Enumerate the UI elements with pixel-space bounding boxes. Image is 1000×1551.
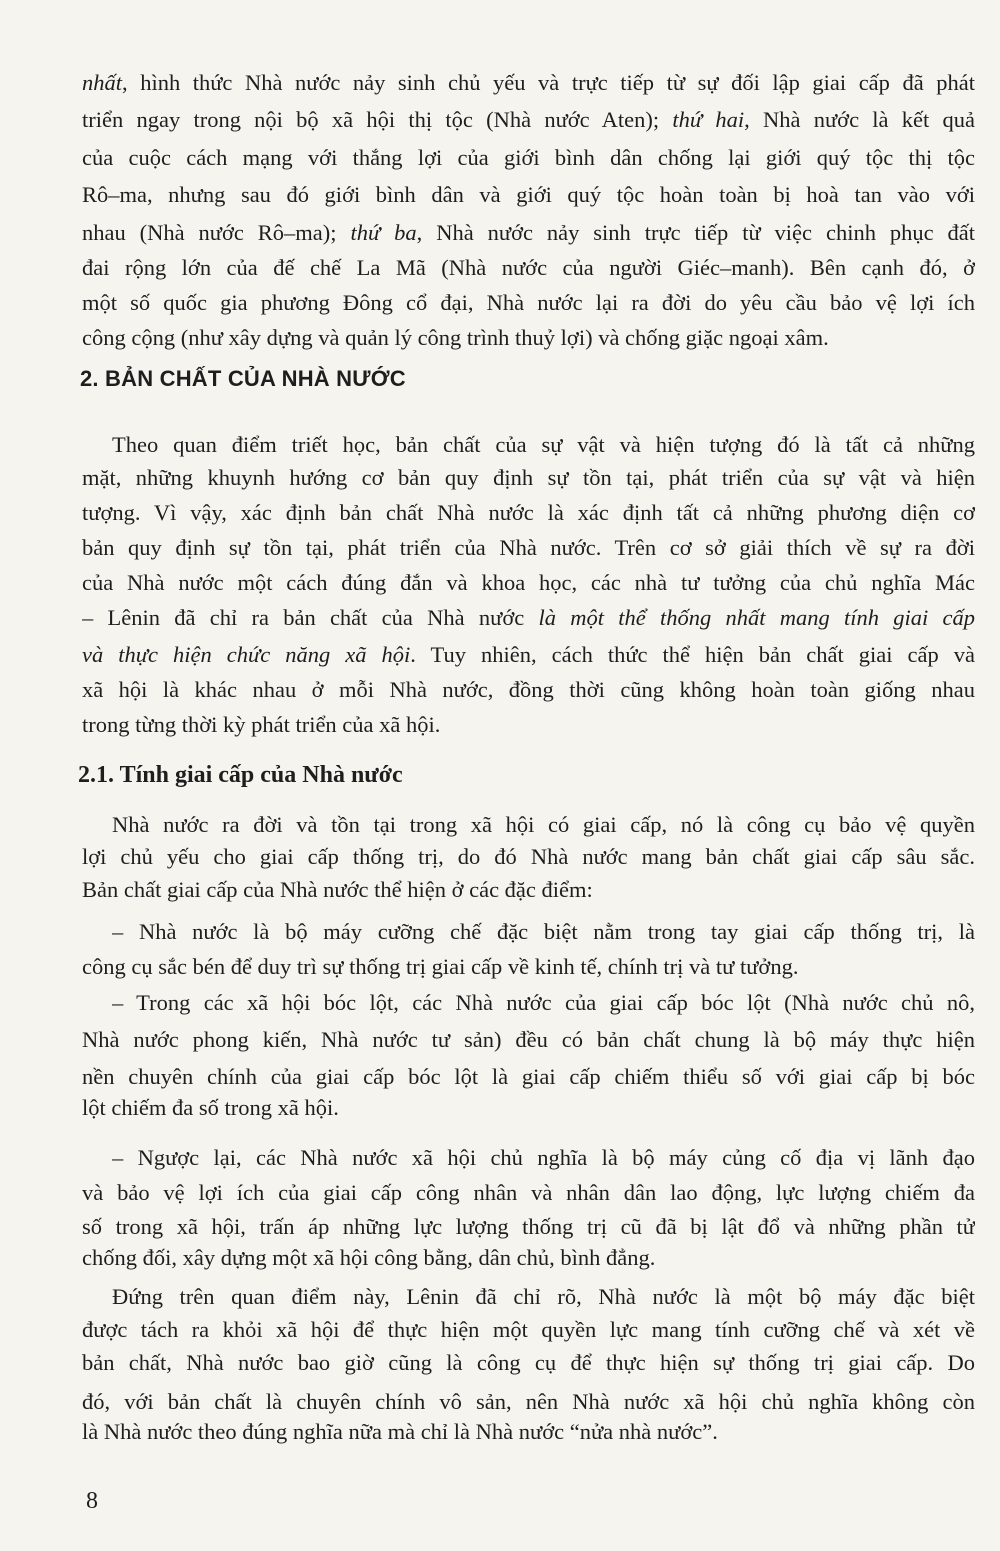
text-line <box>82 68 975 98</box>
text-line <box>82 1062 975 1092</box>
text-line <box>82 952 975 982</box>
text-run: chống đối, xây dựng một xã hội công bằng, dân chủ, bình đẳng. <box>82 1245 656 1270</box>
text-run: lợi chủ yếu cho giai cấp thống trị, do đó Nhà nước mang bản chất giai cấp sâu sắc. <box>82 844 975 869</box>
text-line <box>82 1025 975 1055</box>
text-line <box>82 143 975 173</box>
text-run: trong từng thời kỳ phát triển của xã hội. <box>82 712 441 737</box>
text-run: Nhà nước ra đời và tồn tại trong xã hội có giai cấp, nó là công cụ bảo vệ quyền <box>112 812 975 837</box>
subsection-heading: 2.1. Tính giai cấp của Nhà nước <box>78 762 403 788</box>
text-run: – Ngược lại, các Nhà nước xã hội chủ nghĩa là bộ máy củng cố địa vị lãnh đạo <box>112 1145 975 1170</box>
text-line <box>82 180 975 210</box>
text-line <box>112 430 975 460</box>
text-line <box>82 603 975 633</box>
text-run: nền chuyên chính của giai cấp bóc lột là giai cấp chiếm thiểu số với giai cấp bị bóc <box>82 1064 975 1089</box>
text-line <box>82 1348 975 1378</box>
italic-text: thứ ba <box>350 220 417 245</box>
text-run: mặt, những khuynh hướng cơ bản quy định sự tồn tại, phát triển của sự vật và hiện <box>82 465 975 490</box>
text-run: bản chất, Nhà nước bao giờ cũng là công cụ để thực hiện sự thống trị giai cấp. Do <box>82 1350 975 1375</box>
text-run: đó, với bản chất là chuyên chính vô sản, nên Nhà nước xã hội chủ nghĩa không còn <box>82 1389 975 1414</box>
text-run: Nhà nước phong kiến, Nhà nước tư sản) đều có bản chất chung là bộ máy thực hiện <box>82 1027 975 1052</box>
text-run: – Trong các xã hội bóc lột, các Nhà nước của giai cấp bóc lột (Nhà nước chủ nô, <box>112 990 975 1015</box>
text-line <box>112 988 975 1018</box>
text-line <box>82 253 975 283</box>
text-run: xã hội là khác nhau ở mỗi Nhà nước, đồng thời cũng không hoàn toàn giống nhau <box>82 677 975 702</box>
text-line <box>82 875 975 905</box>
text-run: bản quy định sự tồn tại, phát triển của Nhà nước. Trên cơ sở giải thích về sự ra đời <box>82 535 975 560</box>
text-line <box>112 1143 975 1173</box>
text-run: công cụ sắc bén để duy trì sự thống trị giai cấp về kinh tế, chính trị và tư tưởng. <box>82 954 799 979</box>
text-line <box>82 1178 975 1208</box>
text-line <box>82 1243 975 1273</box>
text-run: . Tuy nhiên, cách thức thể hiện bản chất giai cấp và <box>410 642 975 667</box>
text-line <box>82 533 975 563</box>
text-run: Theo quan điểm triết học, bản chất của sự vật và hiện tượng đó là tất cả những <box>112 432 975 457</box>
text-line <box>112 810 975 840</box>
text-run: và bảo vệ lợi ích của giai cấp công nhân và nhân dân lao động, lực lượng chiếm đa <box>82 1180 975 1205</box>
text-line <box>82 1387 975 1417</box>
text-line <box>112 1282 975 1312</box>
text-line <box>82 323 975 353</box>
text-run: , Nhà nước nảy sinh trực tiếp từ việc chinh phục đất <box>416 220 975 245</box>
text-run: là Nhà nước theo đúng nghĩa nữa mà chỉ là Nhà nước “nửa nhà nước”. <box>82 1419 718 1444</box>
text-line <box>82 568 975 598</box>
text-line <box>82 675 975 705</box>
text-run: số trong xã hội, trấn áp những lực lượng thống trị cũ đã bị lật đổ và những phần tử <box>82 1214 975 1239</box>
italic-text: nhất <box>82 70 123 95</box>
text-line <box>82 1417 975 1447</box>
text-line <box>82 710 975 740</box>
text-run: Đứng trên quan điểm này, Lênin đã chỉ rõ, Nhà nước là một bộ máy đặc biệt <box>112 1284 975 1309</box>
text-line <box>112 917 975 947</box>
text-run: của cuộc cách mạng với thắng lợi của giới bình dân chống lại giới quý tộc thị tộc <box>82 145 975 170</box>
text-line <box>82 1212 975 1242</box>
italic-text: là một thể thống nhất mang tính giai cấp <box>538 605 975 630</box>
text-line <box>82 105 975 135</box>
page-number: 8 <box>86 1488 98 1514</box>
text-run: , hình thức Nhà nước nảy sinh chủ yếu và trực tiếp từ sự đối lập giai cấp đã phát <box>122 70 975 95</box>
text-line <box>82 1093 975 1123</box>
text-run: công cộng (như xây dựng và quản lý công trình thuỷ lợi) và chống giặc ngoại xâm. <box>82 325 829 350</box>
text-run: – Nhà nước là bộ máy cưỡng chế đặc biệt nằm trong tay giai cấp thống trị, là <box>112 919 975 944</box>
text-line <box>82 288 975 318</box>
text-run: – Lênin đã chỉ ra bản chất của Nhà nước <box>82 605 539 630</box>
text-line <box>82 498 975 528</box>
italic-text: và thực hiện chức năng xã hội <box>82 642 411 667</box>
text-line <box>82 842 975 872</box>
text-run: đai rộng lớn của đế chế La Mã (Nhà nước của người Giéc–manh). Bên cạnh đó, ở <box>82 255 975 280</box>
text-run: tượng. Vì vậy, xác định bản chất Nhà nước là xác định tất cả những phương diện cơ <box>82 500 975 525</box>
text-run: của Nhà nước một cách đúng đắn và khoa học, các nhà tư tưởng của chủ nghĩa Mác <box>82 570 975 595</box>
text-run: triển ngay trong nội bộ xã hội thị tộc (Nhà nước Aten); <box>82 107 673 132</box>
text-run: Rô–ma, nhưng sau đó giới bình dân và giới quý tộc hoàn toàn bị hoà tan vào với <box>82 182 975 207</box>
text-line <box>82 218 975 248</box>
text-line <box>82 1315 975 1345</box>
text-run: Bản chất giai cấp của Nhà nước thể hiện ở các đặc điểm: <box>82 877 593 902</box>
text-run: , Nhà nước là kết quả <box>744 107 975 132</box>
text-run: nhau (Nhà nước Rô–ma); <box>82 220 351 245</box>
text-run: lột chiếm đa số trong xã hội. <box>82 1095 339 1120</box>
text-line <box>82 463 975 493</box>
text-run: được tách ra khỏi xã hội để thực hiện một quyền lực mang tính cưỡng chế và xét về <box>82 1317 975 1342</box>
text-line <box>82 640 975 670</box>
italic-text: thứ hai <box>672 107 745 132</box>
text-run: một số quốc gia phương Đông cổ đại, Nhà nước lại ra đời do yêu cầu bảo vệ lợi ích <box>82 290 975 315</box>
section-heading: 2. BẢN CHẤT CỦA NHÀ NƯỚC <box>80 366 406 391</box>
